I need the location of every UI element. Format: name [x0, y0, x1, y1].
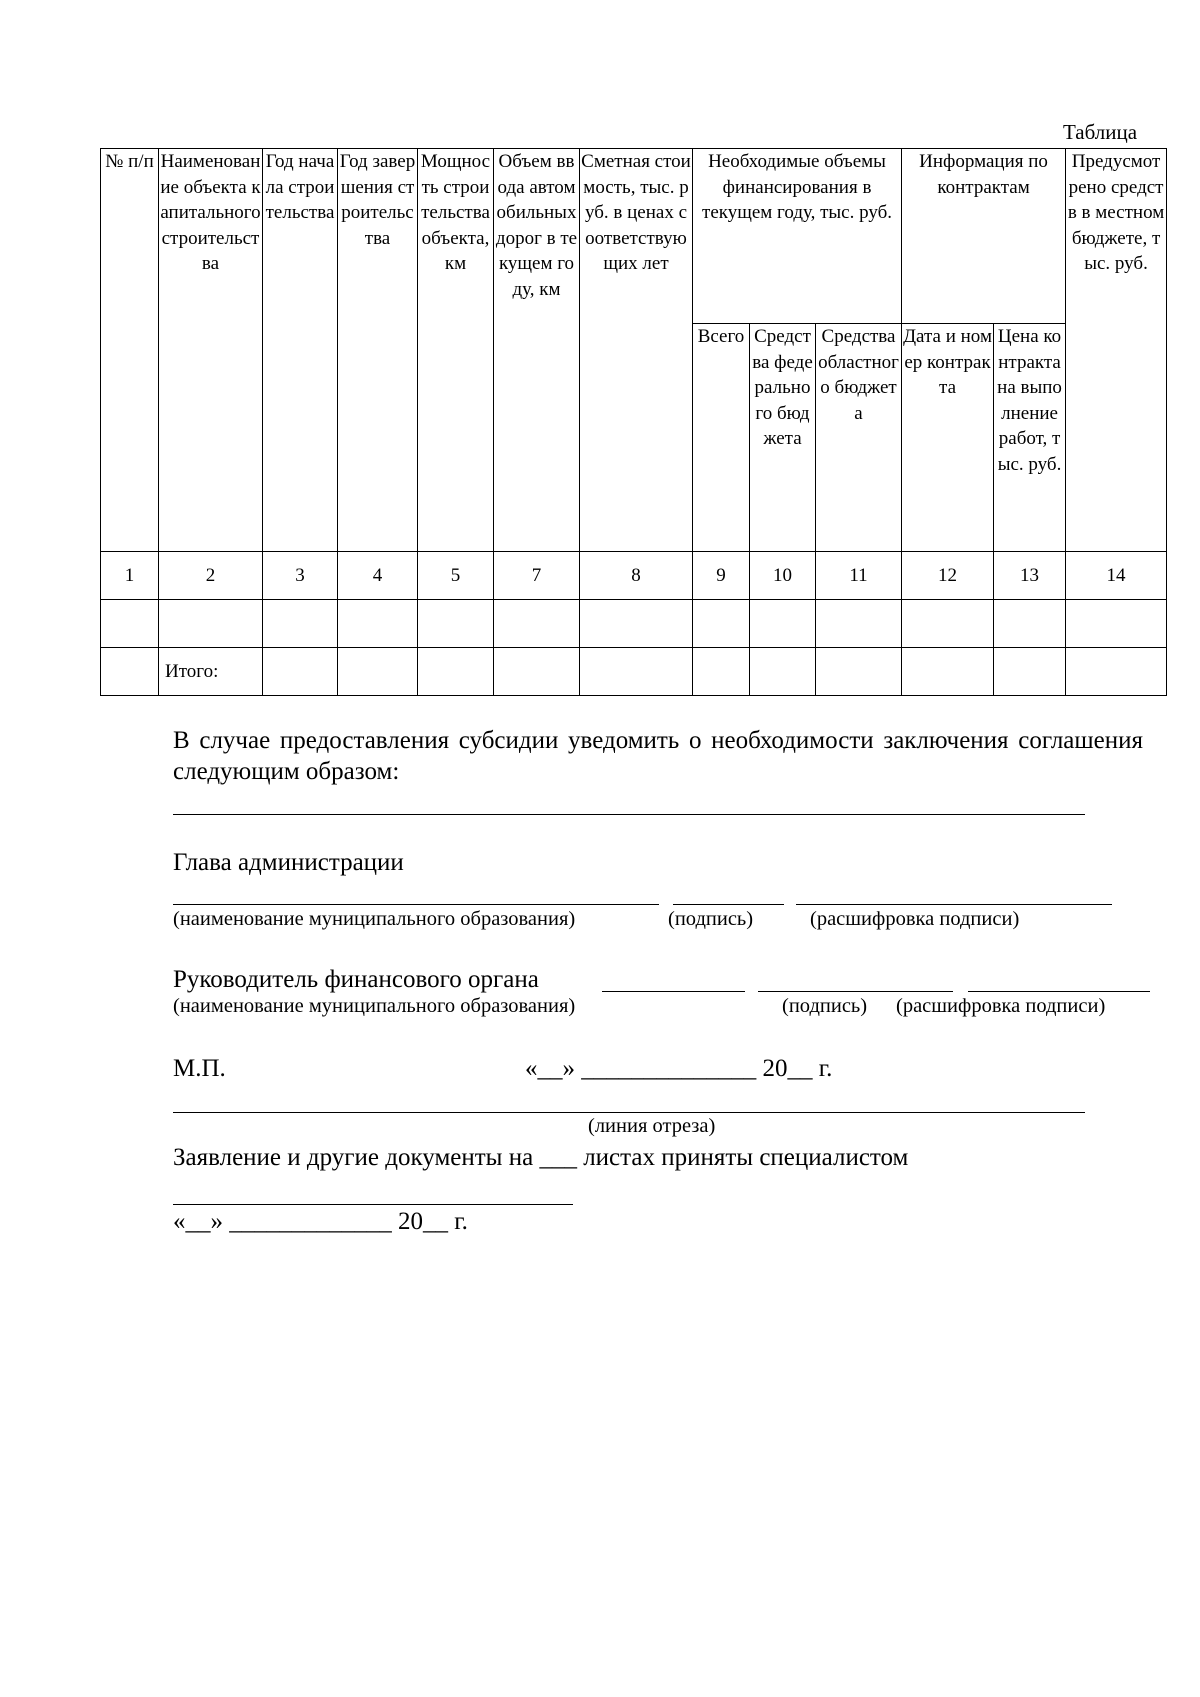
header-capacity: Мощность строительства объекта, км: [418, 149, 494, 552]
table-cell[interactable]: [418, 648, 494, 696]
subsidy-table: [100, 148, 1167, 696]
receipt-text: Заявление и другие документы на ___ листах приняты специалистом: [173, 1144, 909, 1171]
head-title: Глава администрации: [173, 849, 404, 876]
table-cell[interactable]: [494, 648, 580, 696]
column-number: 10: [750, 552, 816, 600]
table-cell[interactable]: [750, 600, 816, 648]
table-cell[interactable]: [994, 648, 1066, 696]
column-number: 8: [580, 552, 693, 600]
table-cell[interactable]: [1066, 648, 1167, 696]
header-volume: Объем ввода автомобильных дорог в текущем году, км: [494, 149, 580, 552]
header-contract-date: Дата и номер контракта: [902, 324, 994, 552]
head-caption-decoding: (расшифровка подписи): [810, 908, 1020, 930]
table-cell[interactable]: [693, 600, 750, 648]
finance-signature-line[interactable]: [758, 991, 953, 992]
header-name: Наименование объекта капитального строительства: [159, 149, 263, 552]
column-number: 9: [693, 552, 750, 600]
header-contract-price: Цена контракта на выполнение работ, тыс. руб.: [994, 324, 1066, 552]
header-local-budget: Предусмотрено средств в местном бюджете, тыс. руб.: [1066, 149, 1167, 552]
finance-caption-municipality: (наименование муниципального образования): [173, 995, 576, 1017]
finance-title: Руководитель финансового органа: [173, 966, 539, 993]
specialist-line[interactable]: [173, 1204, 573, 1205]
table-cell[interactable]: [750, 648, 816, 696]
column-number: 5: [418, 552, 494, 600]
table-cell[interactable]: [816, 600, 902, 648]
table-cell[interactable]: [263, 648, 338, 696]
header-total: Всего: [693, 324, 750, 552]
stamp-date[interactable]: «__» ______________ 20__ г.: [525, 1055, 833, 1082]
column-number: 2: [159, 552, 263, 600]
column-number: 4: [338, 552, 418, 600]
finance-decoding-line[interactable]: [968, 991, 1150, 992]
table-cell[interactable]: [580, 648, 693, 696]
header-year-start: Год начала строительства: [263, 149, 338, 552]
table-cell[interactable]: [159, 600, 263, 648]
total-label: Итого:: [159, 648, 263, 696]
table-cell[interactable]: [494, 600, 580, 648]
table-cell[interactable]: [693, 648, 750, 696]
table-cell[interactable]: [816, 648, 902, 696]
head-caption-signature: (подпись): [668, 908, 754, 930]
column-number: 13: [994, 552, 1066, 600]
header-cost: Сметная стоимость, тыс. руб. в ценах соответствующих лет: [580, 149, 693, 552]
receipt-date[interactable]: «__» _____________ 20__ г.: [173, 1208, 468, 1235]
finance-municipality-line[interactable]: [602, 991, 745, 992]
header-no: № п/п: [101, 149, 159, 552]
total-row: [101, 648, 1167, 696]
table-cell[interactable]: [101, 600, 159, 648]
table-cell[interactable]: [902, 600, 994, 648]
cut-line-caption: (линия отреза): [588, 1115, 716, 1137]
finance-caption-decoding: (расшифровка подписи): [896, 995, 1106, 1017]
finance-caption-signature: (подпись): [782, 995, 868, 1017]
notice-text: В случае предоставления субсидии уведомить о необходимости заключения соглашения следующим образом:: [173, 727, 1143, 785]
table-cell[interactable]: [1066, 600, 1167, 648]
table-cell[interactable]: [418, 600, 494, 648]
table-cell[interactable]: [101, 648, 159, 696]
cut-line: [173, 1112, 1085, 1113]
column-number: 3: [263, 552, 338, 600]
empty-data-row: [101, 600, 1167, 648]
head-municipality-line[interactable]: [173, 904, 659, 905]
header-row-top: [101, 149, 1167, 324]
head-caption-municipality: (наименование муниципального образования): [173, 908, 576, 930]
column-number: 12: [902, 552, 994, 600]
stamp-mp: М.П.: [173, 1055, 226, 1082]
header-year-end: Год завершения строительства: [338, 149, 418, 552]
head-signature-line[interactable]: [673, 904, 784, 905]
header-financing: Необходимые объемы финансирования в текущем году, тыс. руб.: [693, 149, 902, 324]
column-number: 1: [101, 552, 159, 600]
header-federal: Средства федерального бюджета: [750, 324, 816, 552]
head-decoding-line[interactable]: [796, 904, 1112, 905]
header-regional: Средства областного бюджета: [816, 324, 902, 552]
table-cell[interactable]: [338, 600, 418, 648]
table-cell[interactable]: [902, 648, 994, 696]
table-cell[interactable]: [338, 648, 418, 696]
column-number: 7: [494, 552, 580, 600]
table-cell[interactable]: [580, 600, 693, 648]
table-cell[interactable]: [263, 600, 338, 648]
column-number-row: [101, 552, 1167, 600]
notice-fill-line[interactable]: [173, 814, 1085, 815]
column-number: 11: [816, 552, 902, 600]
header-contracts: Информация по контрактам: [902, 149, 1066, 324]
column-number: 14: [1066, 552, 1167, 600]
table-cell[interactable]: [994, 600, 1066, 648]
table-caption: Таблица: [1063, 120, 1138, 144]
